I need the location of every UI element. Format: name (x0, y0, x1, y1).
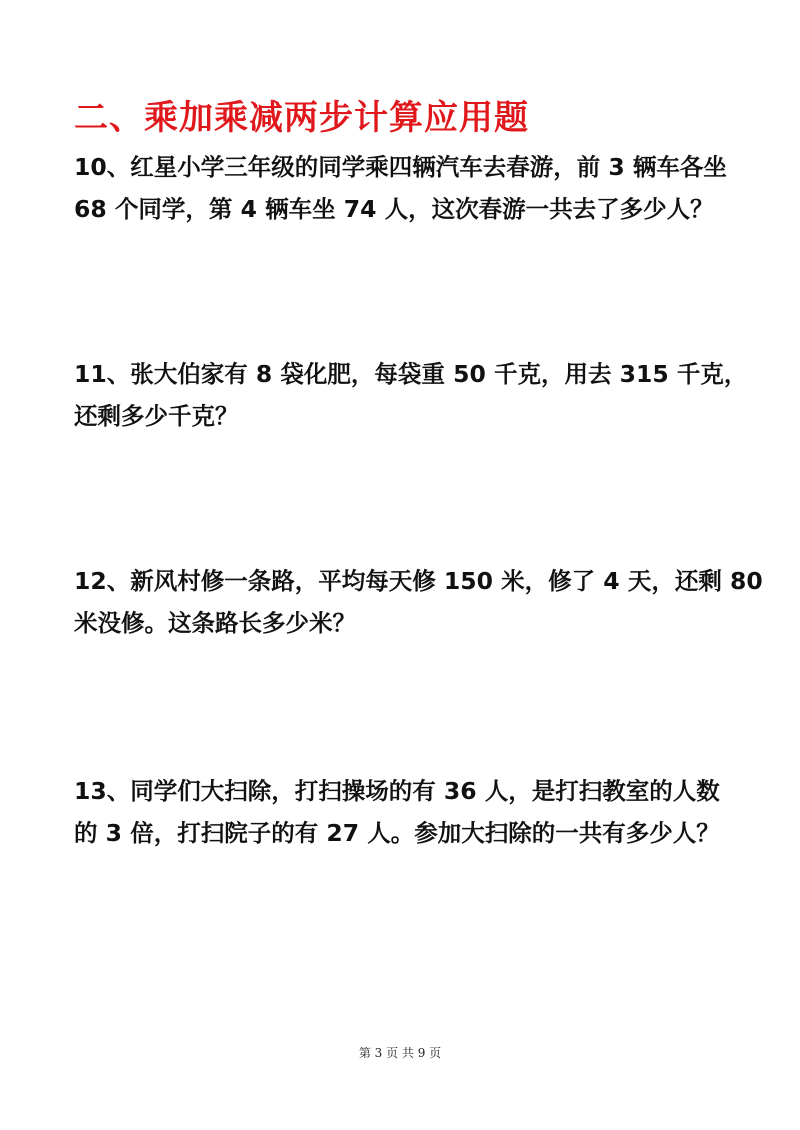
problem-line: 11、张大伯家有 8 袋化肥，每袋重 50 千克，用去 315 千克， (74, 360, 748, 388)
problem-11 (74, 353, 748, 437)
problem-line: 还剩多少千克？ (74, 402, 239, 430)
problem-line: 10、红星小学三年级的同学乘四辆汽车去春游，前 3 辆车各坐 (74, 153, 727, 181)
problem-13 (74, 770, 734, 854)
problem-10 (74, 146, 734, 230)
page-number-footer: 第 3 页 共 9 页 (358, 1046, 442, 1060)
problem-12 (74, 560, 763, 644)
section-title: 二、乘加乘减两步计算应用题 (74, 98, 529, 138)
problem-line: 13、同学们大扫除，打扫操场的有 36 人，是打扫教室的人数 (74, 777, 720, 805)
problem-line: 的 3 倍，打扫院子的有 27 人。参加大扫除的一共有多少人？ (74, 819, 720, 847)
problem-line: 米没修。这条路长多少米？ (74, 609, 356, 637)
problem-line: 12、新风村修一条路，平均每天修 150 米，修了 4 天，还剩 80 (74, 567, 763, 595)
problem-line: 68 个同学，第 4 辆车坐 74 人，这次春游一共去了多少人？ (74, 195, 714, 223)
